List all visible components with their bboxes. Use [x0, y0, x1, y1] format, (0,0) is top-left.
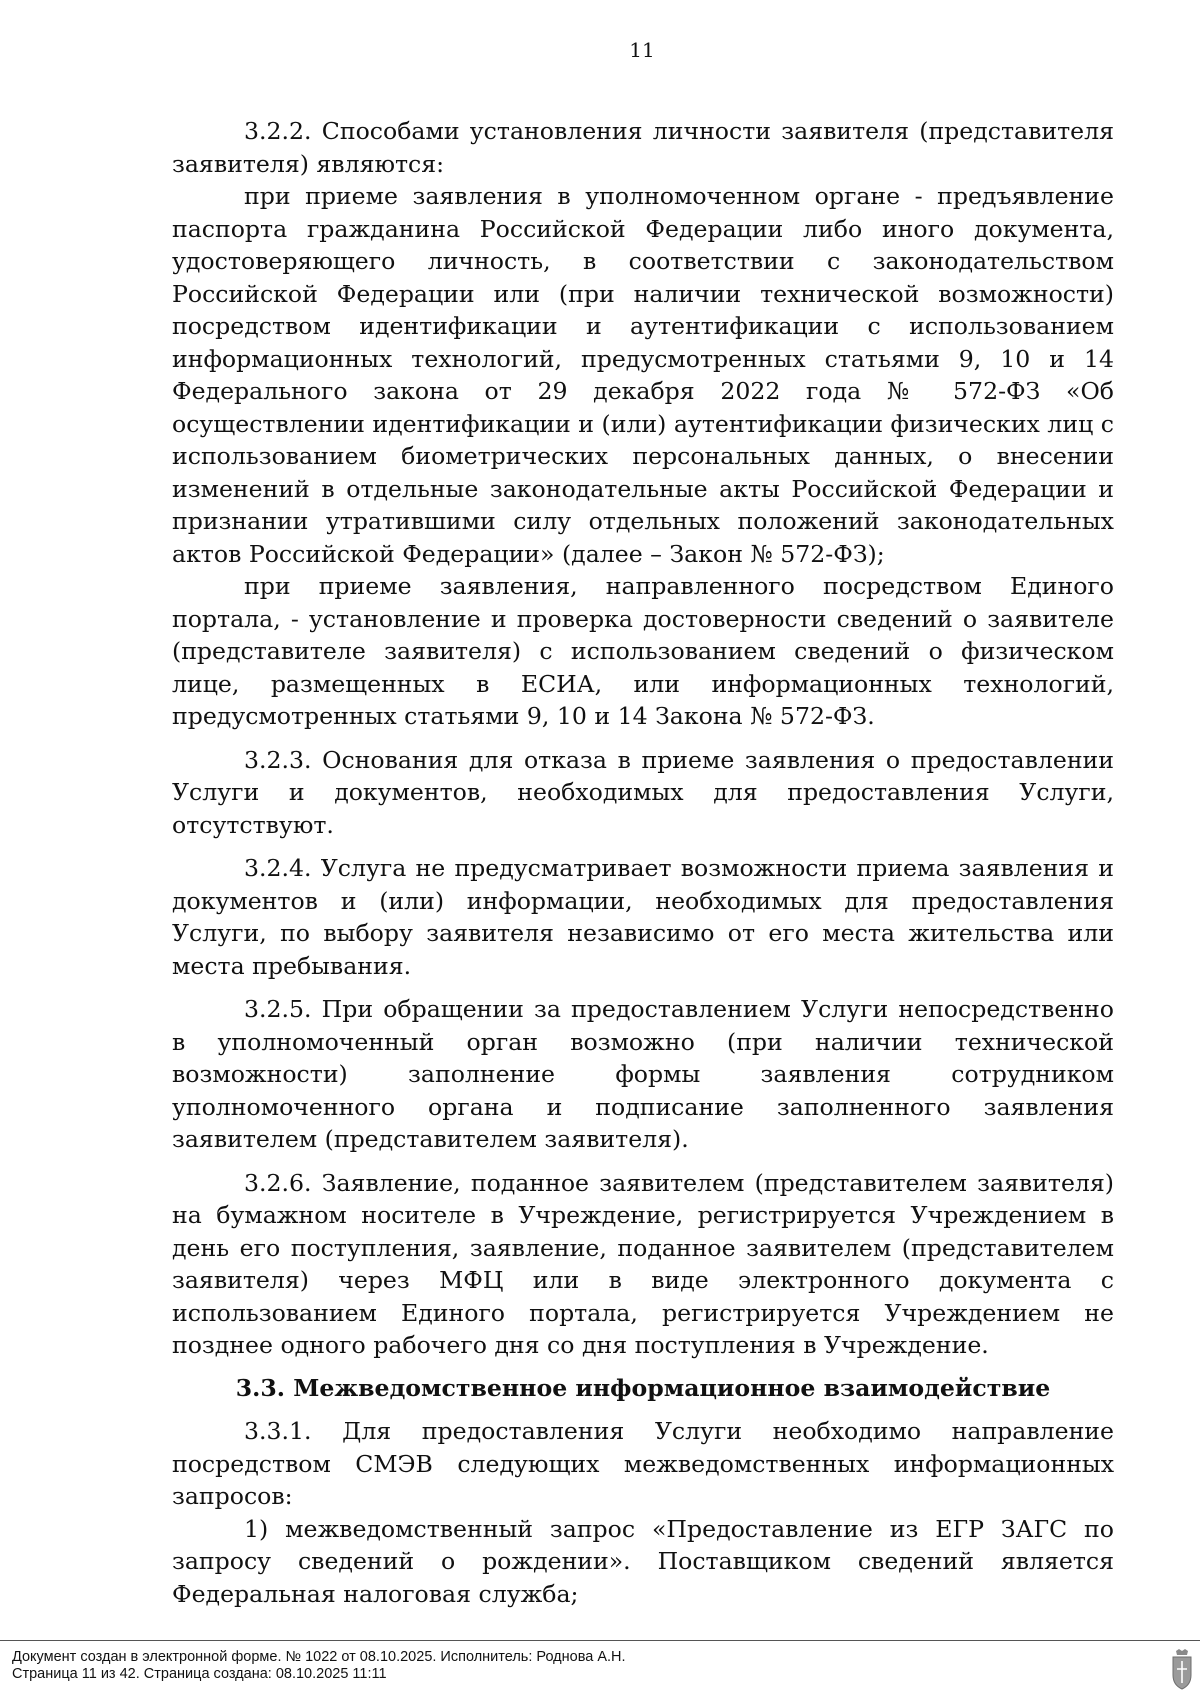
paragraph-3-3-1: 3.3.1. Для предоставления Услуги необходимо направление посредством СМЭВ следующих межведомственных информационных запросов:: [172, 1417, 1114, 1510]
page-number: 11: [629, 38, 655, 62]
footer-line-document: Документ создан в электронной форме. № 1022 от 08.10.2025. Исполнитель: Роднова А.Н.: [12, 1649, 626, 1665]
document-body: [172, 115, 1114, 1610]
paragraph-identity-portal: при приеме заявления, направленного посредством Единого портала, - установление и проверка достоверности сведений о заявителе (представителе заявителя) с использованием сведений о физическом лице, размещенных в ЕСИА, или информационных технологий, предусмотренных статьями 9, 10 и 14 Закона № 572-ФЗ.: [172, 572, 1114, 730]
paragraph-3-2-3: 3.2.3. Основания для отказа в приеме заявления о предоставлении Услуги и документов, необходимых для предоставления Услуги, отсутствуют.: [172, 745, 1114, 839]
footer-line-page: Страница 11 из 42. Страница создана: 08.10.2025 11:11: [12, 1666, 387, 1682]
paragraph-3-2-6: 3.2.6. Заявление, поданное заявителем (представителем заявителя) на бумажном носителе в Учреждение, регистрируется Учреждением в день его поступления, заявление, поданное заявителем (представителем заявителя) через МФЦ или в виде электронного документа с использованием Единого портала, регистрируется Учреждением не позднее одного рабочего дня со дня поступления в Учреждение.: [172, 1168, 1114, 1359]
document-footer: [0, 1640, 1200, 1699]
footer-text: [12, 1649, 626, 1683]
paragraph-3-2-2: 3.2.2. Способами установления личности заявителя (представителя заявителя) являются:: [172, 117, 1114, 178]
paragraph-request-1: 1) межведомственный запрос «Предоставление из ЕГР ЗАГС по запросу сведений о рождении». Поставщиком сведений является Федеральная налоговая служба;: [172, 1514, 1114, 1608]
paragraph-3-2-5: 3.2.5. При обращении за предоставлением Услуги непосредственно в уполномоченный орган возможно (при наличии технической возможности) заполнение формы заявления сотрудником уполномоченного органа и подписание заполненного заявления заявителем (представителем заявителя).: [172, 995, 1114, 1153]
paragraph-3-2-4: 3.2.4. Услуга не предусматривает возможности приема заявления и документов и (или) информации, необходимых для предоставления Услуги, по выбору заявителя независимо от его места жительства или места пребывания.: [172, 854, 1114, 980]
section-heading-3-3: 3.3. Межведомственное информационное взаимодействие: [235, 1373, 1051, 1402]
coat-of-arms-icon: [1170, 1647, 1194, 1691]
paragraph-identity-in-office: при приеме заявления в уполномоченном органе - предъявление паспорта гражданина Российской Федерации либо иного документа, удостоверяющего личность, в соответствии с законодательством Российской Федерации или (при наличии технической возможности) посредством идентификации и аутентификации с использованием информационных технологий, предусмотренных статьями 9, 10 и 14 Федерального закона от 29 декабря 2022 года № 572-ФЗ «Об осуществлении идентификации и (или) аутентификации физических лиц с использованием биометрических персональных данных, о внесении изменений в отдельные законодательные акты Российской Федерации и признании утратившими силу отдельных положений законодательных актов Российской Федерации» (далее – Закон № 572-ФЗ);: [172, 182, 1114, 568]
